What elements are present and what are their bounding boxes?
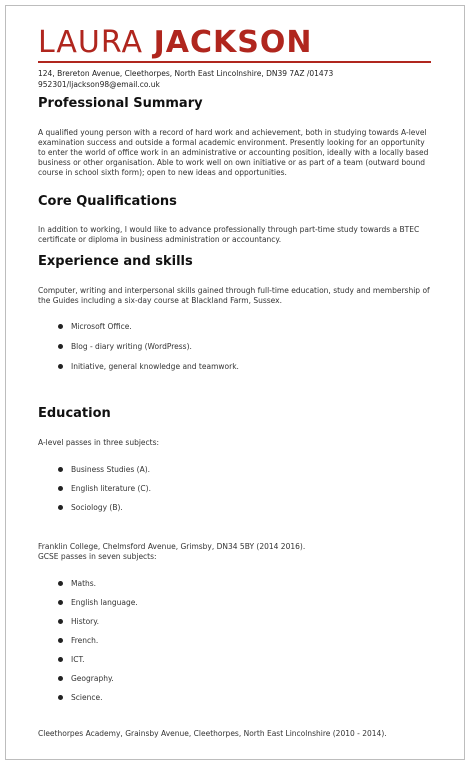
header-divider: [38, 61, 431, 63]
list-item: History.: [58, 617, 138, 627]
qualifications-text: In addition to working, I would like to advance professionally through part-time study towards a BTEC certificate or diploma in business administration or accountancy.: [38, 225, 420, 244]
experience-heading: Experience and skills: [38, 254, 193, 269]
skills-list: [58, 322, 239, 372]
experience-text: Computer, writing and interpersonal skills gained through full-time education, study and membership of the Guides including a six-day course at Blackland Farm, Sussex.: [38, 286, 430, 305]
list-item: Sociology (B).: [58, 503, 151, 513]
list-item: English literature (C).: [58, 484, 151, 494]
list-item: ICT.: [58, 655, 138, 665]
first-name: LAURA: [38, 25, 144, 60]
summary-text: A qualified young person with a record of hard work and achievement, both in studying towards A-level examination success and outside a formal academic environment. Presently looking for an opportunity to enter the world of office work in an administrative or accounting position, ideally with a locally based business or other organisation. Able to work well on own initiative or as part of a team (outward bound course in school sixth form); open to new ideas and opportunities.: [38, 128, 429, 177]
list-item: Initiative, general knowledge and teamwork.: [58, 362, 239, 372]
list-item: French.: [58, 636, 138, 646]
address-line: 124, Brereton Avenue, Cleethorpes, North East Lincolnshire, DN39 7AZ /01473: [38, 69, 334, 78]
last-name: JACKSON: [153, 25, 313, 60]
list-item: Microsoft Office.: [58, 322, 239, 332]
list-item: Geography.: [58, 674, 138, 684]
list-item: Maths.: [58, 579, 138, 589]
school2-line: Cleethorpes Academy, Grainsby Avenue, Cleethorpes, North East Lincolnshire (2010 - 2014).: [38, 729, 387, 738]
contact-line: 952301/ljackson98@email.co.uk: [38, 80, 160, 89]
list-item: Science.: [58, 693, 138, 703]
list-item: Business Studies (A).: [58, 465, 151, 475]
list-item: English language.: [58, 598, 138, 608]
alevel-list: [58, 465, 151, 513]
school1-line: Franklin College, Chelmsford Avenue, Grimsby, DN34 5BY (2014 2016).: [38, 542, 306, 551]
gcse-list: [58, 579, 138, 703]
qualifications-heading: Core Qualifications: [38, 194, 177, 209]
education-heading: Education: [38, 406, 111, 421]
list-item: Blog - diary writing (WordPress).: [58, 342, 239, 352]
gcse-intro: GCSE passes in seven subjects:: [38, 552, 157, 561]
contact-details: [38, 68, 438, 90]
candidate-name: [38, 26, 312, 60]
summary-heading: Professional Summary: [38, 96, 203, 111]
alevel-intro: A-level passes in three subjects:: [38, 438, 160, 447]
